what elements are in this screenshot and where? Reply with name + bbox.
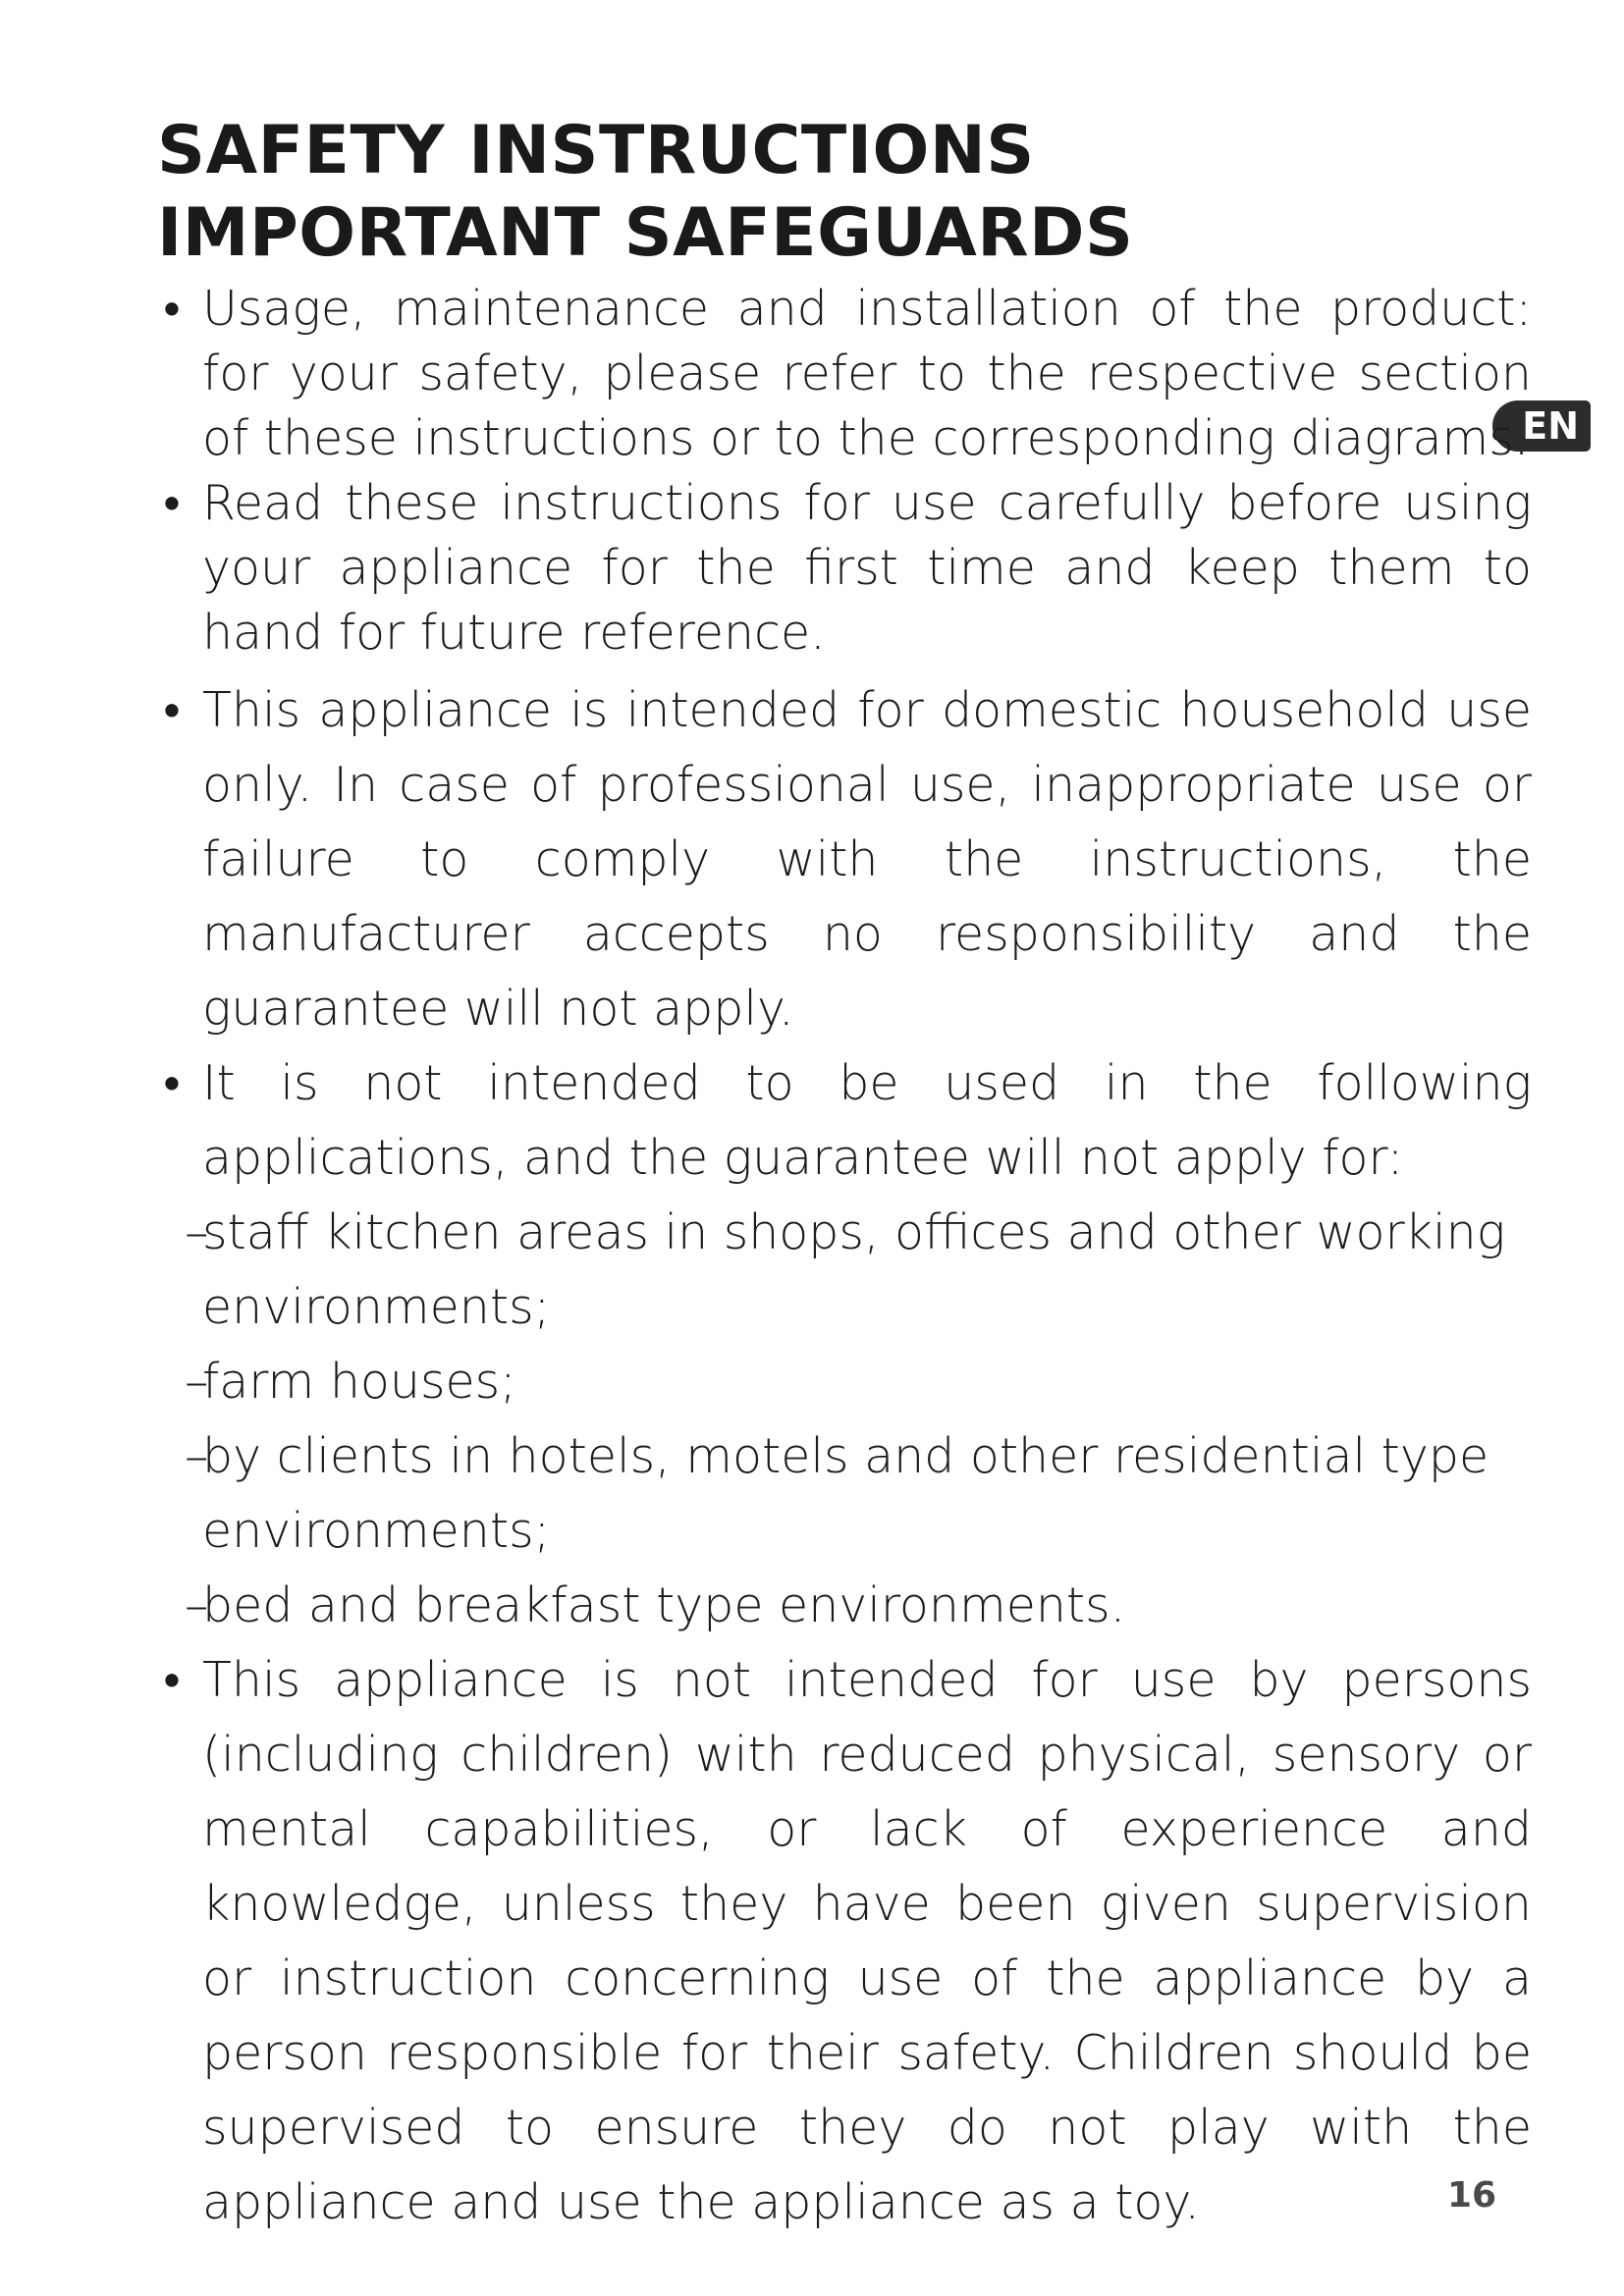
list-item — [157, 471, 1532, 666]
item-text: It is not intended to be used in the following applications, and the guarantee will not apply for: — [202, 1055, 1532, 1186]
sub-list-item — [157, 1196, 1532, 1345]
page-number: 16 — [1447, 2175, 1497, 2216]
sub-item-text: by clients in hotels, motels and other residential type environments; — [202, 1428, 1489, 1559]
sub-item-text: farm houses; — [202, 1354, 516, 1410]
bullet-icon: • — [163, 1055, 181, 1111]
dash-icon: – — [185, 1428, 209, 1484]
language-badge-en: EN — [1492, 400, 1591, 452]
item-text: Read these instructions for use carefully before using your appliance for the first time and keep them to hand for future reference. — [202, 475, 1532, 661]
sub-list-item — [157, 1419, 1532, 1569]
bullet-icon: • — [163, 682, 181, 738]
title-line-2: IMPORTANT SAFEGUARDS — [157, 194, 1134, 272]
sub-item-text: staff kitchen areas in shops, offices and other working environments; — [202, 1204, 1506, 1335]
bullet-icon: • — [163, 281, 181, 337]
list-item — [157, 277, 1532, 471]
bullet-icon: • — [163, 475, 181, 531]
dash-icon: – — [185, 1577, 209, 1633]
item-text: Usage, maintenance and installation of the product: for your safety, please refer to the respective section of these instructions or to the corresponding diagrams. — [202, 281, 1532, 466]
item-text: This appliance is not intended for use by persons (including children) with reduced physical, sensory or mental capabilities, or lack of experience and knowledge, unless they have been given supervision or instruction concerning use of the appliance by a person responsible for their safety. Children should be supervised to ensure they do not play with the appliance and use the appliance as a toy. — [202, 1652, 1532, 2230]
dash-icon: – — [185, 1354, 209, 1410]
sub-list-item — [157, 1569, 1532, 1643]
list-item — [157, 1046, 1532, 1196]
list-item — [157, 1643, 1532, 2240]
item-text: This appliance is intended for domestic household use only. In case of professional use, inappropriate use or failure to comply with the instructions, the manufacturer accepts no responsibility and the guarantee will not apply. — [202, 682, 1532, 1037]
list-item — [157, 673, 1532, 1046]
bullet-icon: • — [163, 1652, 181, 1708]
page-title — [157, 110, 1133, 275]
safety-instructions-list — [157, 277, 1532, 2240]
dash-icon: – — [185, 1204, 209, 1260]
sub-list-item — [157, 1345, 1532, 1419]
title-line-1: SAFETY INSTRUCTIONS — [157, 112, 1035, 189]
sub-item-text: bed and breakfast type environments. — [202, 1577, 1126, 1633]
